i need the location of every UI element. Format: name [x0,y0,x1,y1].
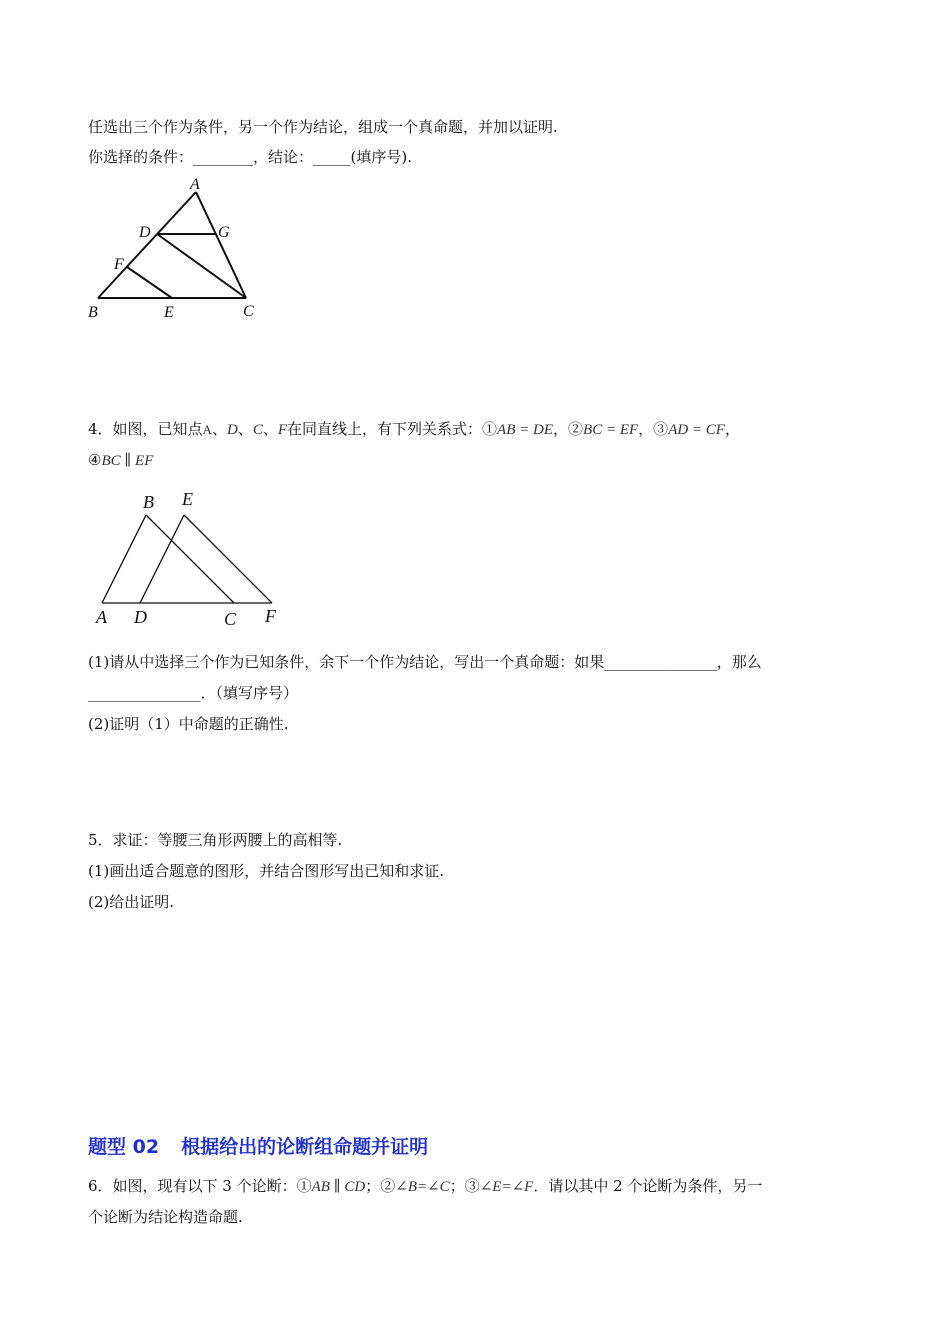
q5-line3: (2)给出证明. [88,893,175,911]
q6-statement3: ∠E=∠F [479,1179,534,1195]
q4-label-a: A [96,607,107,627]
q4-intro2: 在同直线上，有下列关系式： [287,420,483,438]
q4-label-f: F [265,606,276,626]
q4-point-c: C [252,422,263,438]
q4-cond2-num: ② [568,420,584,438]
q4-sep1: 、 [211,420,227,438]
q6-num3: ③ [464,1177,480,1195]
q3-segment-fe [127,267,172,298]
q4-label-e: E [182,489,193,509]
q6-num1: ① [296,1177,312,1195]
q6-semi2: ； [449,1177,465,1195]
q4-sep2: 、 [237,420,253,438]
q4-triangles-figure [90,485,290,635]
q3-label-e: E [164,304,174,321]
q3-label-c: C [243,303,254,320]
q4-part2: (2)证明（1）中命题的正确性. [88,715,289,733]
section-heading [88,1132,428,1159]
q4-edge-bc [146,515,234,603]
section-type-label: 题型 02 [88,1136,160,1158]
q4-edge-ab [102,515,146,603]
q4-comma3: ， [724,420,740,438]
q4-edge-ef [184,515,272,603]
q3-edge-ab [98,192,196,298]
q5-line1: 5．求证：等腰三角形两腰上的高相等. [88,831,343,849]
q4-cond1-num: ① [482,420,498,438]
q4-label-c: C [224,609,237,629]
section-title: 根据给出的论断组命题并证明 [181,1136,429,1158]
q4-part1-line1: (1)请从中选择三个作为已知条件，余下一个作为结论，写出一个真命题：如果_______________，那么 [88,653,762,671]
q6-semi1: ； [365,1177,381,1195]
q4-point-a: A [202,422,212,437]
q4-cond4: BC ∥ EF [101,453,154,469]
q4-intro: 4．如图，已知点 [88,420,203,438]
q6-intro: 6．如图，现有以下 3 个论断： [88,1177,297,1195]
q3-edge-ac [196,192,246,298]
q4-statement-line1 [88,419,740,440]
q6-line1 [88,1176,762,1197]
q3-label-a: A [190,176,200,193]
q4-cond4-num: ④ [88,451,102,469]
q6-statement2: ∠B=∠C [395,1179,450,1195]
q4-label-d: D [134,607,147,627]
q6-num2: ② [380,1177,396,1195]
q3-triangle-figure [80,170,280,330]
q3-text-line2: 你选择的条件：________，结论：_____(填序号). [88,148,412,166]
q4-comma1: ， [553,420,569,438]
q4-sep3: 、 [262,420,278,438]
q4-point-f: F [277,422,288,438]
q6-tail: ．请以其中 2 个论断为条件，另一 [533,1177,763,1195]
q4-statement-line2 [88,450,153,471]
q4-cond2: BC = EF [583,422,639,438]
q4-label-b: B [143,492,154,512]
q4-cond1: AB = DE [497,422,553,438]
q3-label-b: B [88,304,98,321]
q4-comma2: ， [638,420,654,438]
q6-line2: 个论断为结论构造命题. [88,1208,243,1226]
q3-label-g: G [218,224,230,241]
q5-line2: (1)画出适合题意的图形，并结合图形写出已知和求证. [88,862,445,880]
q3-text-line1: 任选出三个作为条件，另一个作为结论，组成一个真命题，并加以证明. [88,118,558,136]
q4-part1-line2: _______________．（填写序号） [88,684,299,702]
q4-point-d: D [226,422,238,438]
q4-cond3-num: ③ [653,420,669,438]
q3-segment-dc [157,234,246,298]
q3-label-d: D [139,224,151,241]
q6-statement1: AB ∥ CD [311,1179,366,1195]
q3-label-f: F [114,256,124,273]
q4-cond3: AD = CF [668,422,725,438]
q4-edge-de [140,515,184,603]
